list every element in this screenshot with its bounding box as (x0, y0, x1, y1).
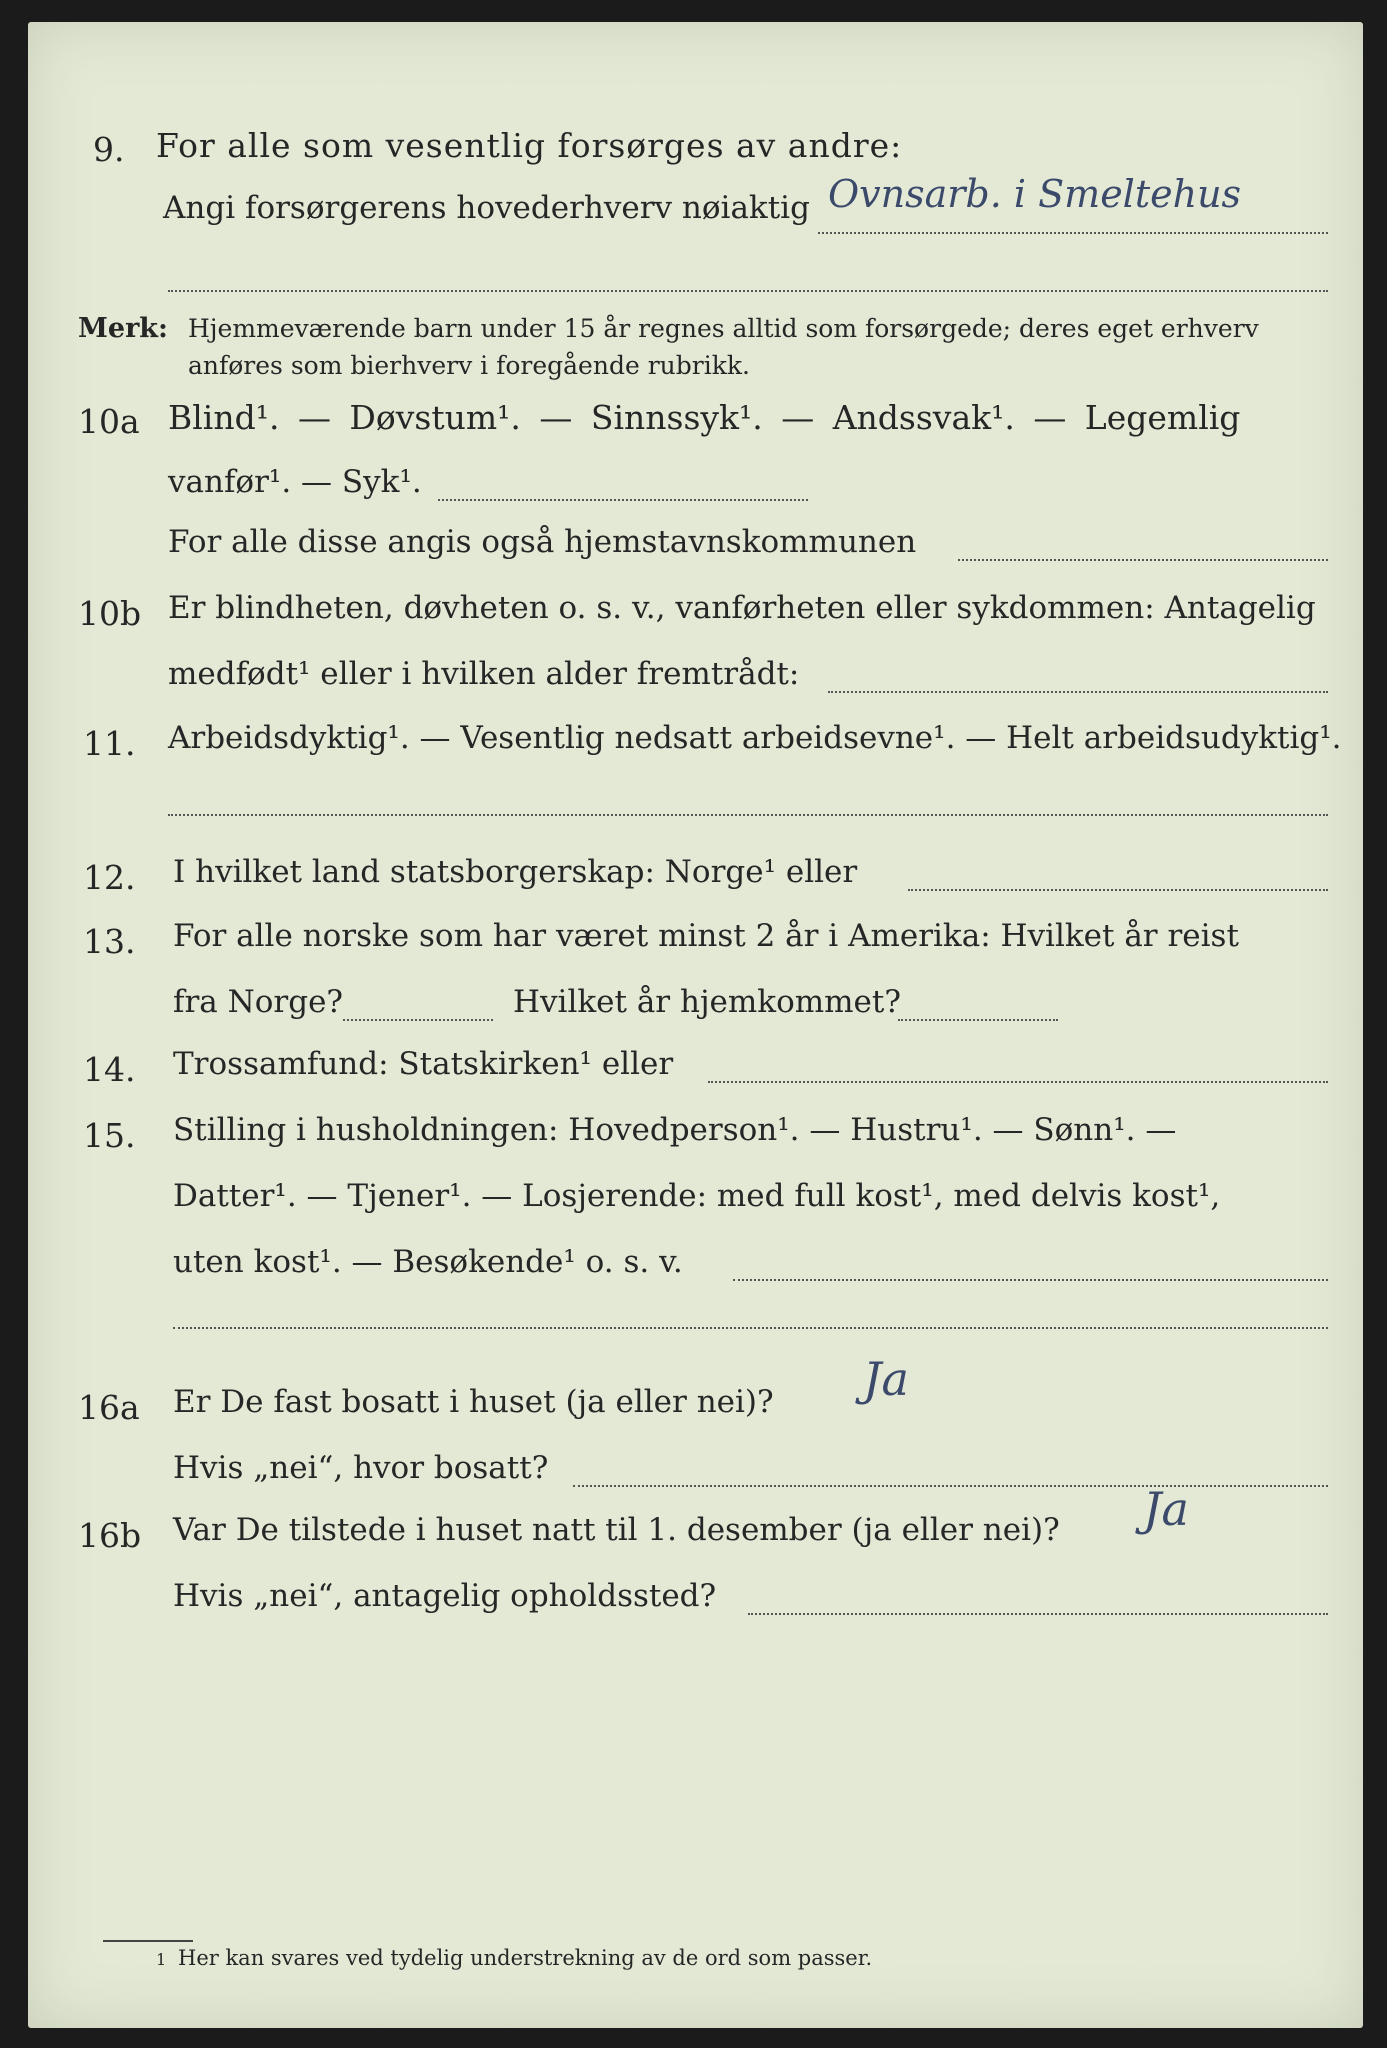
q13-line-2b: Hvilket år hjemkommet? (513, 984, 901, 1020)
q13-line-1: For alle norske som har været minst 2 år i Amerika: Hvilket år reist (173, 918, 1239, 954)
q14-line-1: Trossamfund: Statskirken¹ eller (173, 1046, 674, 1082)
q9-extra-line (168, 290, 1328, 292)
q12-answer-line (908, 889, 1328, 891)
q13-reist-line (343, 1019, 493, 1021)
q16b-opholdssted-line (748, 1613, 1328, 1615)
q16a-number: 16a (78, 1388, 140, 1427)
q13-number: 13. (83, 922, 136, 961)
footnote-rule (103, 1940, 193, 1942)
q10a-line-3: For alle disse angis også hjemstavnskommunen (168, 524, 917, 560)
q15-extra-line (173, 1327, 1328, 1329)
merk-line-2: anføres som bierhverv i foregående rubrikk. (188, 351, 750, 380)
q14-answer-line (708, 1081, 1328, 1083)
q15-line-2: Datter¹. — Tjener¹. — Losjerende: med full kost¹, med delvis kost¹, (173, 1178, 1221, 1214)
q10b-line-1: Er blindheten, døvheten o. s. v., vanførheten eller sykdommen: Antagelig (168, 590, 1316, 626)
q16b-number: 16b (78, 1516, 142, 1555)
q9-prompt: Angi forsørgerens hovederhverv nøiaktig (163, 190, 810, 226)
q15-line-1: Stilling i husholdningen: Hovedperson¹. — Hustru¹. — Sønn¹. — (173, 1112, 1177, 1148)
q16a-line-2: Hvis „nei“, hvor bosatt? (173, 1450, 549, 1486)
q10a-line-1: Blind¹. — Døvstum¹. — Sinnssyk¹. — Andssvak¹. — Legemlig (168, 398, 1241, 437)
q9-number: 9. (93, 130, 125, 169)
q16b-line-2: Hvis „nei“, antagelig opholdssted? (173, 1578, 717, 1614)
q9-question: For alle som vesentlig forsørges av andre: (156, 126, 903, 165)
q12-line-1: I hvilket land statsborgerskap: Norge¹ eller (173, 854, 858, 890)
q10a-number: 10a (78, 402, 140, 441)
q10b-number: 10b (78, 594, 142, 633)
merk-label: Merk: (78, 313, 168, 344)
q10b-line-2: medfødt¹ eller i hvilken alder fremtrådt: (168, 656, 800, 692)
q11-number: 11. (83, 724, 136, 763)
q14-number: 14. (83, 1050, 136, 1089)
footnote-text: Her kan svares ved tydelig understrekning av de ord som passer. (178, 1946, 873, 1970)
q16a-handwritten-answer: Ja (863, 1352, 909, 1406)
q11-line-1: Arbeidsdyktig¹. — Vesentlig nedsatt arbeidsevne¹. — Helt arbeidsudyktig¹. (168, 720, 1342, 756)
q15-number: 15. (83, 1116, 136, 1155)
q11-answer-line (168, 814, 1328, 816)
q10a-line-2: vanfør¹. — Syk¹. (168, 464, 422, 500)
q9-answer-line (818, 232, 1328, 234)
footnote-mark: 1 (156, 1950, 167, 1969)
q9-handwritten-answer: Ovnsarb. i Smeltehus (828, 172, 1242, 216)
q10b-answer-line (828, 691, 1328, 693)
census-form-page (28, 22, 1363, 2028)
q16a-line-1: Er De fast bosatt i huset (ja eller nei)? (173, 1384, 774, 1420)
q15-answer-line (733, 1279, 1328, 1281)
q13-hjemkommet-line (898, 1019, 1058, 1021)
q10a-kommune-line (958, 559, 1328, 561)
q16b-line-1: Var De tilstede i huset natt til 1. desember (ja eller nei)? (173, 1512, 1060, 1548)
q13-line-2a: fra Norge? (173, 984, 344, 1020)
merk-line-1: Hjemmeværende barn under 15 år regnes alltid som forsørgede; deres eget erhverv (188, 314, 1259, 343)
q15-line-3: uten kost¹. — Besøkende¹ o. s. v. (173, 1244, 683, 1280)
q10a-syk-line (438, 499, 808, 501)
q12-number: 12. (83, 858, 136, 897)
q16b-handwritten-answer: Ja (1143, 1482, 1189, 1536)
q16a-bosatt-line (573, 1485, 1328, 1487)
